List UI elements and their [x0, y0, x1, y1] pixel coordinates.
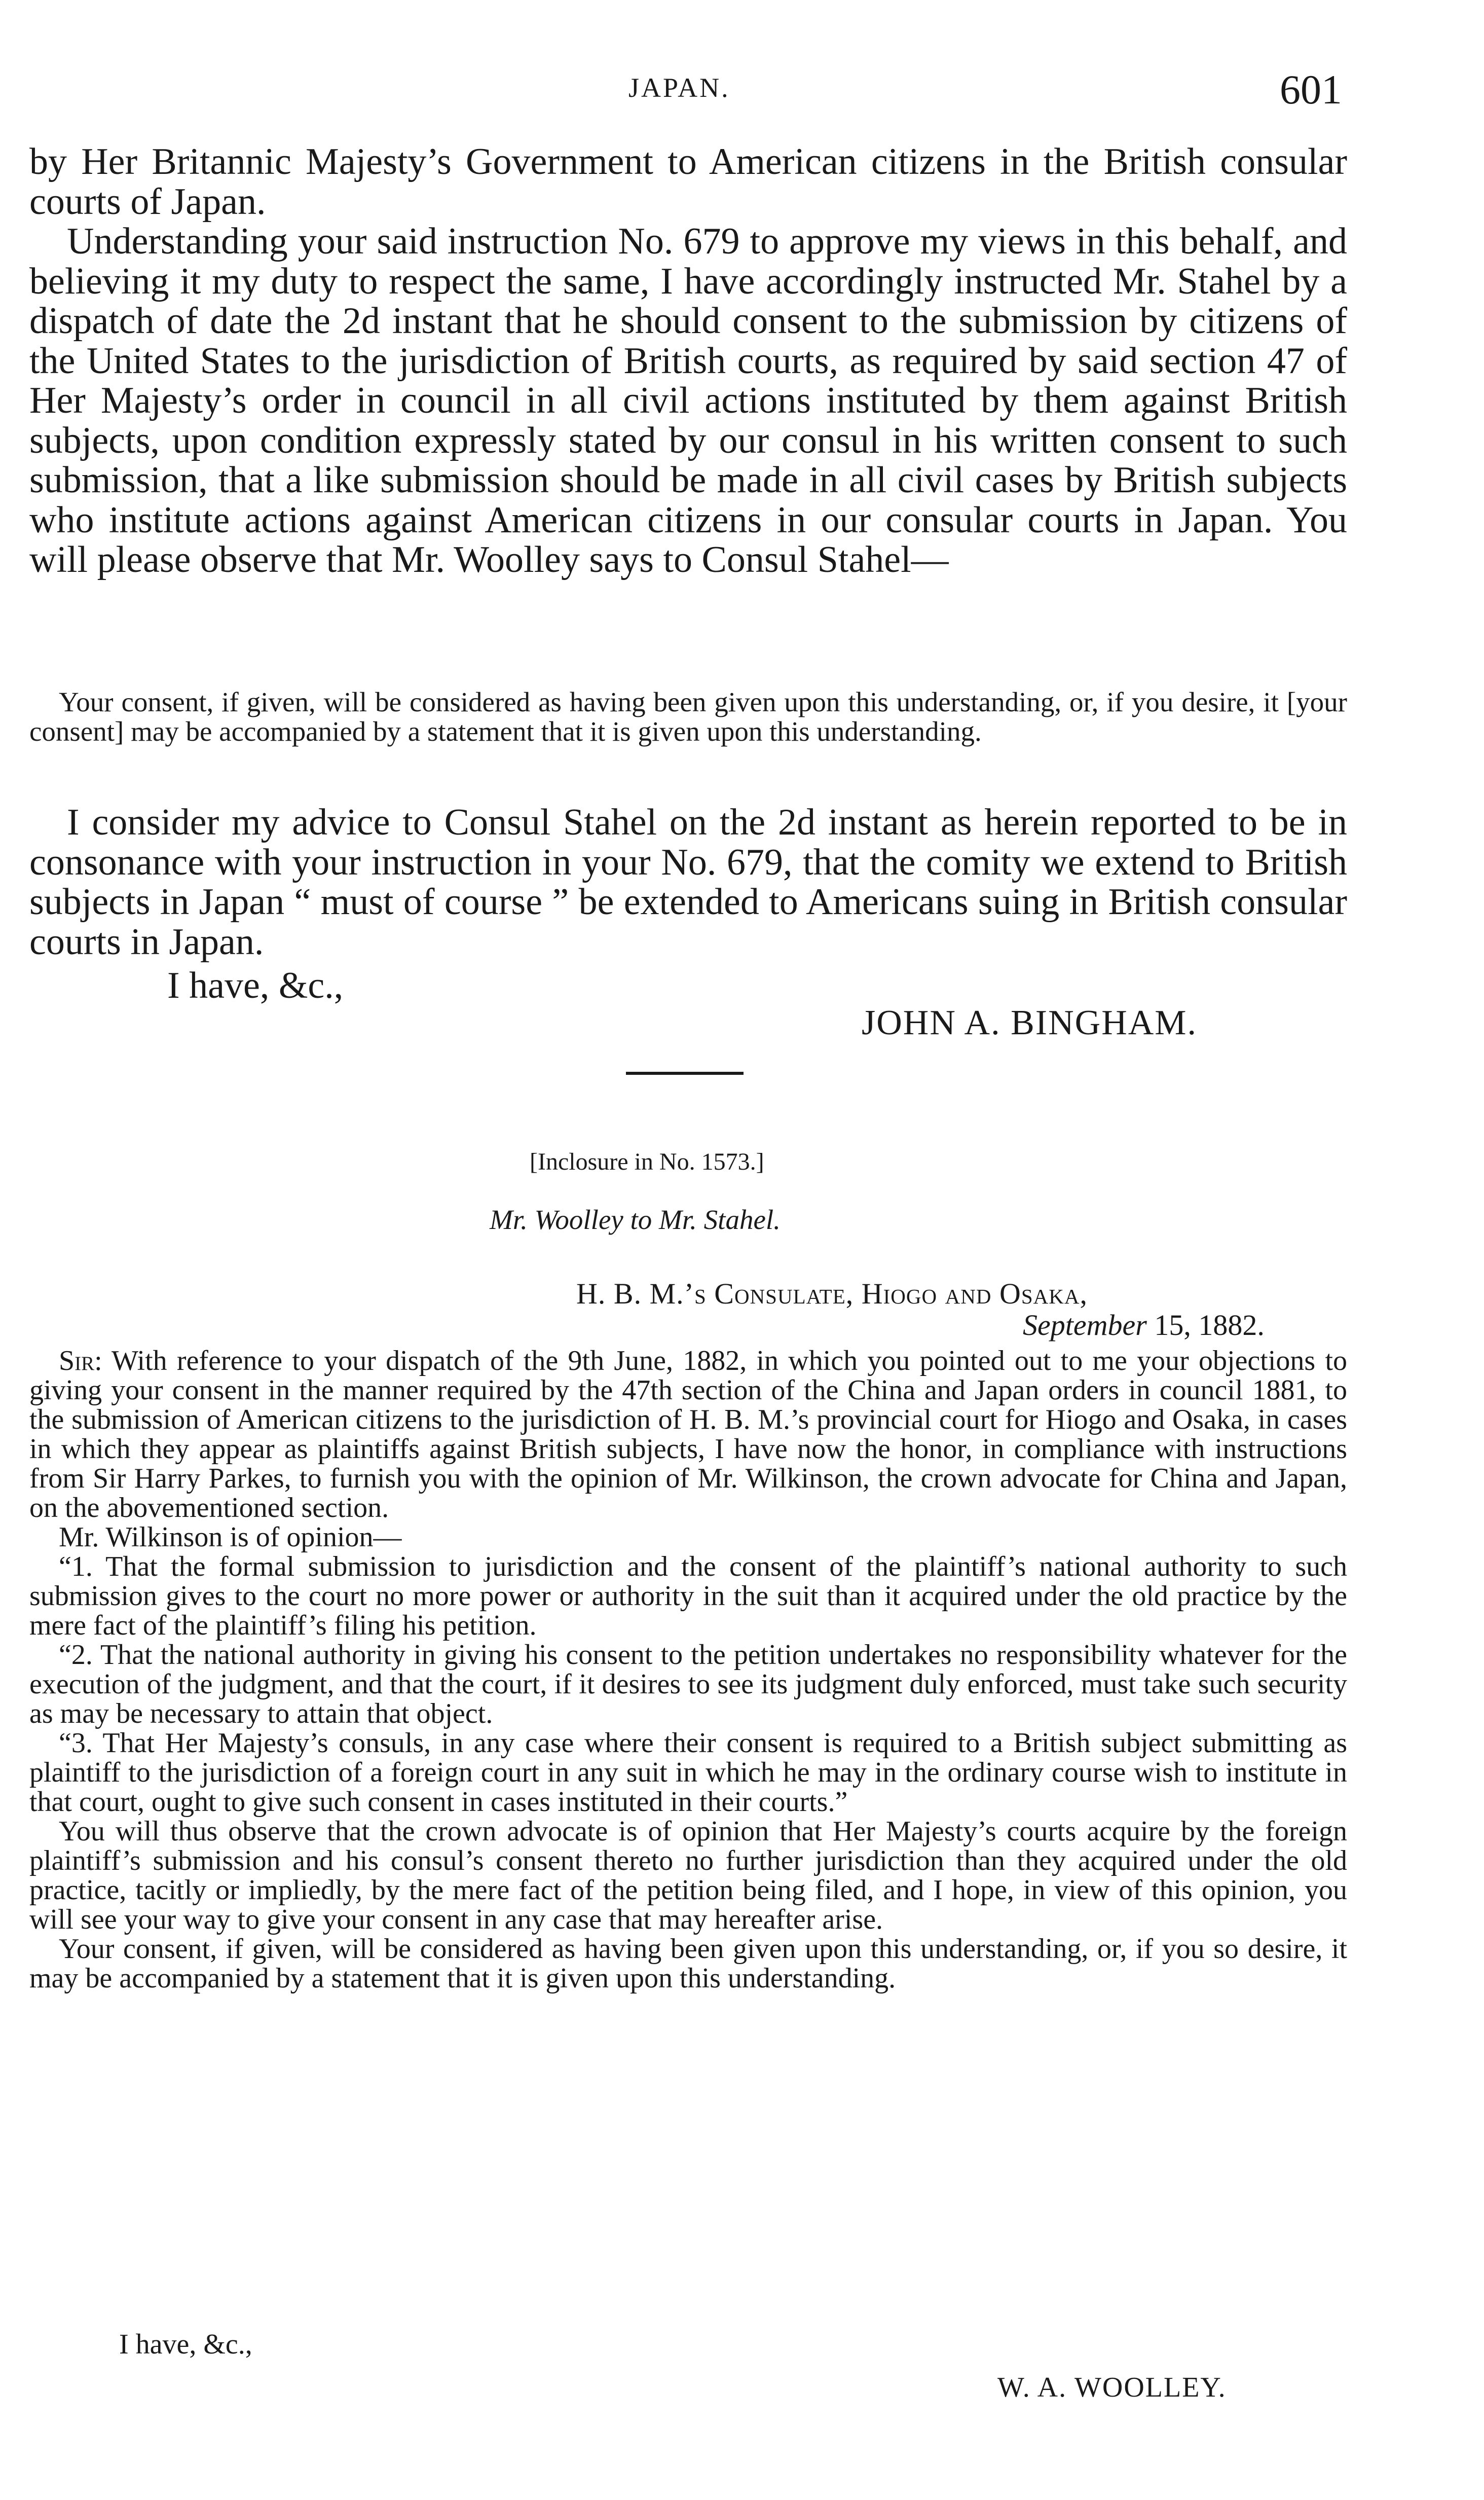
date-rest: 15, 1882.: [1146, 1309, 1265, 1342]
closing-line: I have, &c.,: [119, 2329, 252, 2360]
paragraph: by Her Britannic Majesty’s Government to American citizens in the British consular courts of Japan.: [29, 141, 1347, 223]
paragraph: Mr. Wilkinson is of opinion—: [59, 1521, 402, 1553]
running-head: JAPAN.: [628, 73, 730, 103]
signature: W. A. WOOLLEY.: [997, 2372, 1227, 2403]
inclosure-heading: [Inclosure in No. 1573.]: [530, 1148, 764, 1175]
page-header: [0, 67, 1484, 113]
date-month: September: [1023, 1309, 1147, 1342]
paragraph: Understanding your said instruction No. 679 to approve my views in this behalf, and believing it my duty to respect the same, I have accordingly instructed Mr. Stahel by a dispatch of date the 2d instant that he should consent to the submission by citizens of the United States to the jurisdiction of British courts, as required by said section 47 of Her Majesty’s order in council in all civil actions instituted by them against British subjects, upon condition expressly stated by our consul in his written consent to such submission, that a like submission should be made in all civil cases by British subjects who institute actions against American citizens in our consular courts in Japan. You will please observe that Mr. Woolley says to Consul Stahel—: [29, 221, 1347, 581]
quoted-passage: Your consent, if given, will be considered as having been given upon this understanding, or, if you desire, it [your consent] may be accompanied by a statement that it is given upon this understanding.: [29, 686, 1347, 747]
paragraph: “2. That the national authority in giving his consent to the petition undertakes no responsibility whatever for the execution of the judgment, and that the court, if it desires to see its judgment duly enforced, must take such security as may be necessary to attain that object.: [29, 1639, 1347, 1729]
letter-body: [29, 1346, 1347, 1993]
page-number: 601: [1280, 66, 1342, 113]
signature: JOHN A. BINGHAM.: [862, 1003, 1198, 1042]
paragraph: [29, 1346, 1347, 1523]
paragraph: “1. That the formal submission to jurisdiction and the consent of the plaintiff’s national authority to such submission gives to the court no more power or authority in the suit than it acquired under the old practice by the mere fact of the plaintiff’s filing his petition.: [29, 1551, 1347, 1641]
paragraph-text: With reference to your dispatch of the 9th June, 1882, in which you pointed out to me your objections to giving your consent in the manner required by the 47th section of the China and Japan orders in council 1881, to the submission of American citizens to the jurisdiction of H. B. M.’s provincial court for Hiogo and Osaka, in cases in which they appear as plaintiffs against British subjects, I have now the honor, in compliance with instructions from Sir Harry Parkes, to furnish you with the opinion of Mr. Wilkinson, the crown advocate for China and Japan, on the abovementioned section.: [29, 1345, 1347, 1524]
document-title: Mr. Woolley to Mr. Stahel.: [490, 1204, 781, 1235]
paragraph: You will thus observe that the crown advocate is of opinion that Her Majesty’s courts acquire by the foreign plaintiff’s submission and his consul’s consent thereto no further jurisdiction than they acquired under the old practice, tacitly or impliedly, by the mere fact of the petition being filed, and I hope, in view of this opinion, you will see your way to give your consent in any case that may hereafter arise.: [29, 1816, 1347, 1935]
paragraph: Your consent, if given, will be considered as having been given upon this understanding, or, if you so desire, it may be accompanied by a statement that it is given upon this understanding.: [29, 1933, 1347, 1994]
closing-line: I have, &c.,: [167, 965, 344, 1006]
dispatch-body: [29, 142, 1347, 580]
dispatch-body-continued: [29, 803, 1347, 962]
section-divider: [626, 1072, 744, 1075]
salutation: Sir:: [59, 1345, 102, 1376]
paragraph: I consider my advice to Consul Stahel on the 2d instant as herein reported to be in consonance with your instruction in your No. 679, that the comity we extend to British subjects in Japan “ must of course ” be extended to Americans suing in British consular courts in Japan.: [29, 802, 1347, 963]
letterhead-place: H. B. M.’s Consulate, Hiogo and Osaka,: [576, 1277, 1088, 1310]
paragraph: “3. That Her Majesty’s consuls, in any case where their consent is required to a British subject submitting as plaintiff to the jurisdiction of a foreign court in any suit in which he may in the ordinary course wish to institute in that court, ought to give such consent in cases instituted in their courts.”: [29, 1727, 1347, 1818]
letter-date: [1023, 1308, 1265, 1342]
